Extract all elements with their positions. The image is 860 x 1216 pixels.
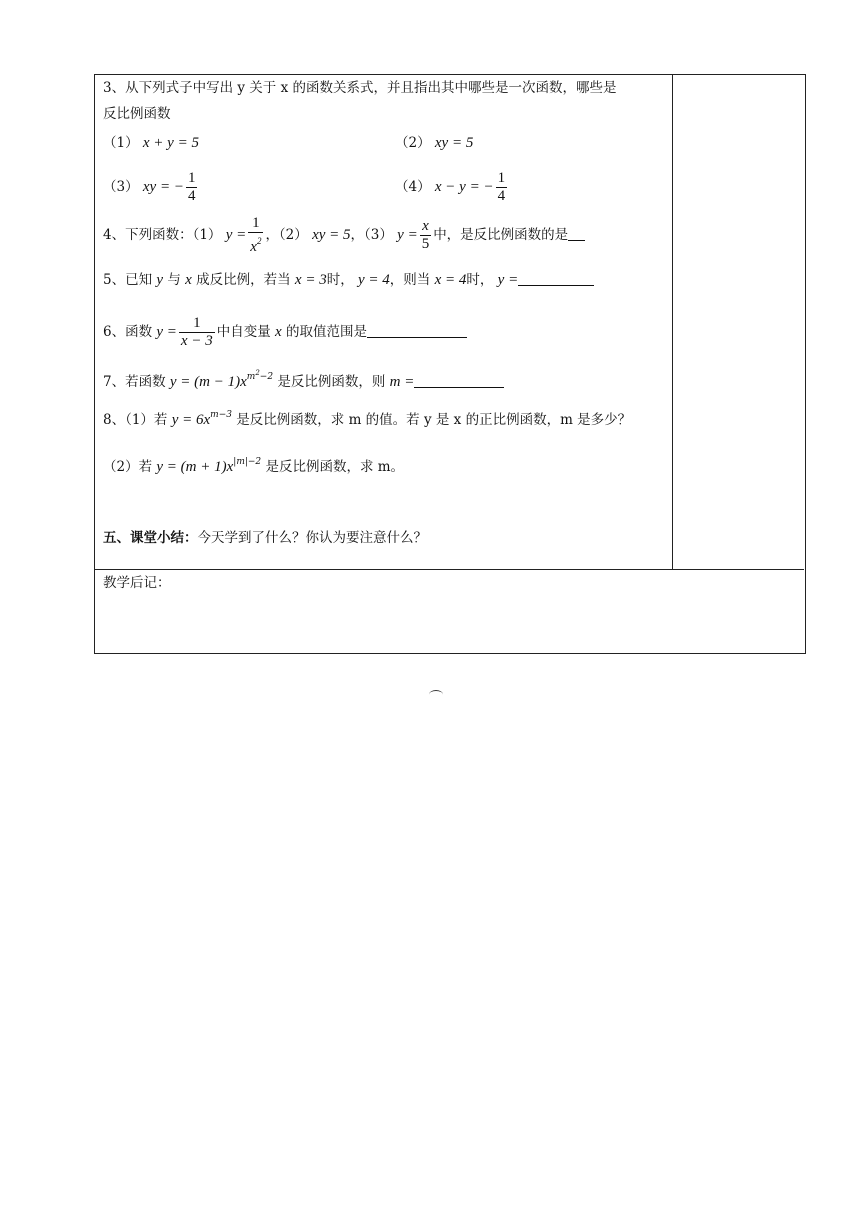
question-8-part-1: 8、（1）若 $y = 6x^{m-3}$ 是反比例函数，求 m 的值。若 y 是 x 的正比例函数，m 是多少？ — [103, 410, 632, 428]
question-3-item-3: （3） xy = − $\frac{1}{4}$ — [103, 170, 196, 204]
fraction-one-over-x-minus-3: $\frac{1}{x - 3}$ — [180, 315, 213, 349]
class-summary — [103, 529, 427, 547]
question-8-part-2: （2）若 $y = (m + 1)x^{|m|-2}$ 是反比例函数，求 m。 — [103, 457, 405, 475]
answer-blank — [518, 271, 594, 286]
exponent: m−3 — [210, 410, 232, 420]
answer-blank — [568, 226, 585, 241]
fraction-one-over-x-squared: $\frac{1}{x^2}$ — [250, 215, 262, 255]
answer-blank — [367, 323, 467, 338]
fraction-x-over-5: $\frac{x}{5}$ — [421, 218, 430, 252]
exponent: m2−2 — [246, 369, 274, 382]
summary-heading: 五、课堂小结： — [103, 530, 198, 546]
summary-text: 今天学到了什么？你认为要注意什么？ — [197, 530, 427, 546]
question-7: 7、若函数 $y = (m - 1)x^{m^2-2}$ 是反比例函数，则 m = — [103, 364, 504, 391]
fraction-one-quarter: $\frac{1}{4}$ — [187, 170, 196, 204]
equation-1: x + y = 5 — [142, 135, 199, 151]
page-mark — [429, 690, 443, 699]
side-column — [673, 75, 804, 570]
question-3-item-1: （1） x + y = 5 — [103, 135, 199, 151]
teaching-notes-label: 教学后记： — [103, 575, 171, 591]
question-5: 5、已知 y 与 x 成反比例，若当 x = 3时， y = 4，则当 x = 4时， y = — [103, 271, 594, 289]
answer-blank — [414, 373, 504, 388]
question-6: 6、函数 y = $\frac{1}{x - 3}$ 中自变量 x 的取值范围是 — [103, 315, 467, 350]
exercise-cell — [95, 75, 673, 570]
teaching-notes-cell — [95, 570, 804, 652]
question-3-item-4: （4） x − y = − $\frac{1}{4}$ — [395, 170, 506, 204]
question-3-line2: 反比例函数 — [103, 106, 171, 122]
equation-2: xy = 5 — [434, 135, 474, 151]
lesson-table — [94, 74, 806, 654]
exponent: |m|−2 — [233, 457, 262, 467]
fraction-one-quarter: $\frac{1}{4}$ — [497, 170, 506, 204]
question-3-line1: 3、从下列式子中写出 y 关于 x 的函数关系式，并且指出其中哪些是一次函数，哪些是 — [103, 80, 617, 96]
question-3-item-2: （2） xy = 5 — [395, 135, 474, 151]
question-4: 4、下列函数：（1） y = $\frac{1}{x^2}$ ，（2） xy = 5，（3） y = $\frac{x}{5}$ 中，是反比例函数的是 — [103, 215, 585, 256]
